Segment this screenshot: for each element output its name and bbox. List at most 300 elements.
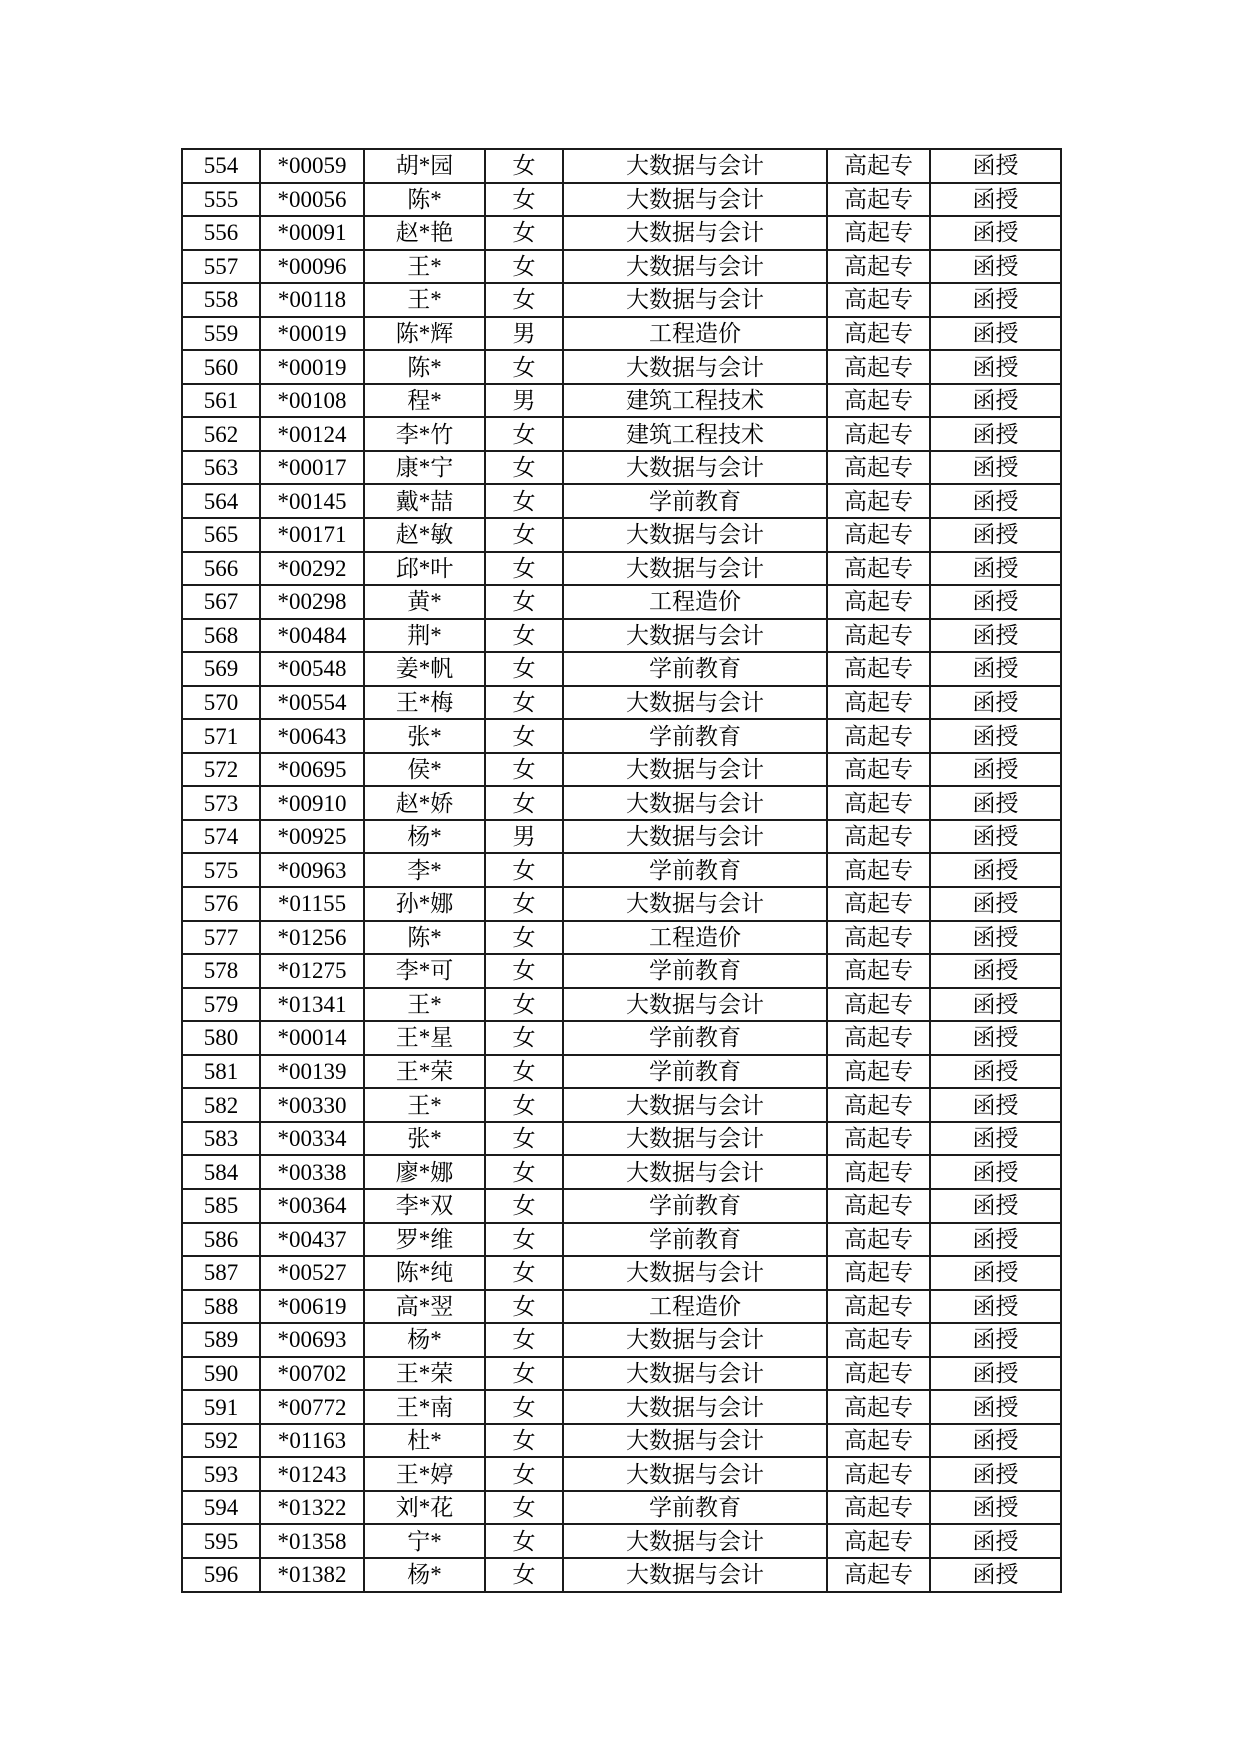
cell-row_number: 560 bbox=[182, 350, 260, 384]
cell-study_form: 函授 bbox=[930, 552, 1061, 586]
cell-major: 大数据与会计 bbox=[563, 1357, 827, 1391]
cell-row_number: 581 bbox=[182, 1055, 260, 1089]
cell-level: 高起专 bbox=[827, 384, 930, 418]
table-row bbox=[182, 1524, 1061, 1558]
cell-gender: 女 bbox=[485, 853, 563, 887]
cell-major: 大数据与会计 bbox=[563, 149, 827, 183]
cell-level: 高起专 bbox=[827, 417, 930, 451]
cell-name: 王* bbox=[364, 283, 485, 317]
table-row bbox=[182, 216, 1061, 250]
cell-candidate_id: *00124 bbox=[260, 417, 364, 451]
cell-major: 大数据与会计 bbox=[563, 1390, 827, 1424]
cell-study_form: 函授 bbox=[930, 384, 1061, 418]
cell-major: 学前教育 bbox=[563, 1223, 827, 1257]
cell-name: 邱*叶 bbox=[364, 552, 485, 586]
table-row bbox=[182, 1424, 1061, 1458]
table-row bbox=[182, 1122, 1061, 1156]
cell-row_number: 563 bbox=[182, 451, 260, 485]
cell-row_number: 568 bbox=[182, 619, 260, 653]
cell-level: 高起专 bbox=[827, 1491, 930, 1525]
cell-study_form: 函授 bbox=[930, 417, 1061, 451]
cell-name: 杨* bbox=[364, 1558, 485, 1592]
table-row bbox=[182, 1558, 1061, 1592]
cell-level: 高起专 bbox=[827, 484, 930, 518]
cell-major: 大数据与会计 bbox=[563, 1424, 827, 1458]
cell-study_form: 函授 bbox=[930, 820, 1061, 854]
cell-row_number: 571 bbox=[182, 719, 260, 753]
cell-name: 胡*园 bbox=[364, 149, 485, 183]
cell-row_number: 577 bbox=[182, 921, 260, 955]
cell-row_number: 580 bbox=[182, 1021, 260, 1055]
cell-study_form: 函授 bbox=[930, 1357, 1061, 1391]
cell-major: 学前教育 bbox=[563, 1189, 827, 1223]
cell-row_number: 574 bbox=[182, 820, 260, 854]
cell-level: 高起专 bbox=[827, 317, 930, 351]
cell-major: 建筑工程技术 bbox=[563, 384, 827, 418]
cell-study_form: 函授 bbox=[930, 317, 1061, 351]
cell-study_form: 函授 bbox=[930, 1055, 1061, 1089]
cell-level: 高起专 bbox=[827, 786, 930, 820]
cell-major: 大数据与会计 bbox=[563, 1457, 827, 1491]
table-row bbox=[182, 1457, 1061, 1491]
cell-row_number: 556 bbox=[182, 216, 260, 250]
cell-level: 高起专 bbox=[827, 250, 930, 284]
cell-name: 宁* bbox=[364, 1524, 485, 1558]
cell-major: 大数据与会计 bbox=[563, 820, 827, 854]
cell-row_number: 589 bbox=[182, 1323, 260, 1357]
cell-name: 李*双 bbox=[364, 1189, 485, 1223]
cell-gender: 女 bbox=[485, 350, 563, 384]
table-row bbox=[182, 1290, 1061, 1324]
cell-gender: 女 bbox=[485, 149, 563, 183]
cell-candidate_id: *00484 bbox=[260, 619, 364, 653]
cell-candidate_id: *00527 bbox=[260, 1256, 364, 1290]
cell-study_form: 函授 bbox=[930, 283, 1061, 317]
cell-gender: 女 bbox=[485, 954, 563, 988]
cell-major: 大数据与会计 bbox=[563, 1256, 827, 1290]
cell-major: 大数据与会计 bbox=[563, 552, 827, 586]
cell-row_number: 586 bbox=[182, 1223, 260, 1257]
table-row bbox=[182, 887, 1061, 921]
cell-level: 高起专 bbox=[827, 1189, 930, 1223]
cell-candidate_id: *00145 bbox=[260, 484, 364, 518]
cell-row_number: 554 bbox=[182, 149, 260, 183]
cell-gender: 女 bbox=[485, 1122, 563, 1156]
cell-row_number: 587 bbox=[182, 1256, 260, 1290]
table-row bbox=[182, 384, 1061, 418]
cell-major: 学前教育 bbox=[563, 719, 827, 753]
table-body bbox=[182, 149, 1061, 1592]
cell-row_number: 575 bbox=[182, 853, 260, 887]
cell-study_form: 函授 bbox=[930, 887, 1061, 921]
cell-gender: 女 bbox=[485, 216, 563, 250]
cell-study_form: 函授 bbox=[930, 250, 1061, 284]
table-row bbox=[182, 1491, 1061, 1525]
cell-candidate_id: *00772 bbox=[260, 1390, 364, 1424]
cell-level: 高起专 bbox=[827, 552, 930, 586]
cell-level: 高起专 bbox=[827, 652, 930, 686]
cell-row_number: 569 bbox=[182, 652, 260, 686]
cell-major: 大数据与会计 bbox=[563, 686, 827, 720]
cell-row_number: 585 bbox=[182, 1189, 260, 1223]
cell-name: 赵*艳 bbox=[364, 216, 485, 250]
cell-gender: 女 bbox=[485, 552, 563, 586]
cell-level: 高起专 bbox=[827, 820, 930, 854]
cell-gender: 女 bbox=[485, 1457, 563, 1491]
cell-candidate_id: *00059 bbox=[260, 149, 364, 183]
cell-name: 陈* bbox=[364, 350, 485, 384]
cell-major: 大数据与会计 bbox=[563, 1323, 827, 1357]
cell-row_number: 567 bbox=[182, 585, 260, 619]
cell-name: 陈* bbox=[364, 183, 485, 217]
cell-name: 荆* bbox=[364, 619, 485, 653]
table-row bbox=[182, 1155, 1061, 1189]
cell-row_number: 590 bbox=[182, 1357, 260, 1391]
table-row bbox=[182, 317, 1061, 351]
cell-major: 大数据与会计 bbox=[563, 350, 827, 384]
cell-gender: 女 bbox=[485, 1491, 563, 1525]
cell-study_form: 函授 bbox=[930, 1223, 1061, 1257]
cell-major: 大数据与会计 bbox=[563, 619, 827, 653]
cell-row_number: 583 bbox=[182, 1122, 260, 1156]
cell-gender: 女 bbox=[485, 484, 563, 518]
cell-level: 高起专 bbox=[827, 853, 930, 887]
cell-name: 康*宁 bbox=[364, 451, 485, 485]
table-row bbox=[182, 1256, 1061, 1290]
cell-level: 高起专 bbox=[827, 719, 930, 753]
cell-major: 大数据与会计 bbox=[563, 250, 827, 284]
cell-row_number: 578 bbox=[182, 954, 260, 988]
cell-study_form: 函授 bbox=[930, 1491, 1061, 1525]
cell-gender: 女 bbox=[485, 183, 563, 217]
cell-level: 高起专 bbox=[827, 753, 930, 787]
cell-name: 李*可 bbox=[364, 954, 485, 988]
cell-major: 大数据与会计 bbox=[563, 183, 827, 217]
cell-major: 工程造价 bbox=[563, 317, 827, 351]
cell-name: 陈*纯 bbox=[364, 1256, 485, 1290]
cell-row_number: 594 bbox=[182, 1491, 260, 1525]
cell-level: 高起专 bbox=[827, 954, 930, 988]
cell-gender: 男 bbox=[485, 820, 563, 854]
cell-level: 高起专 bbox=[827, 1390, 930, 1424]
cell-name: 杨* bbox=[364, 820, 485, 854]
cell-level: 高起专 bbox=[827, 149, 930, 183]
cell-major: 学前教育 bbox=[563, 484, 827, 518]
cell-name: 王*婷 bbox=[364, 1457, 485, 1491]
cell-gender: 女 bbox=[485, 686, 563, 720]
cell-name: 陈* bbox=[364, 921, 485, 955]
cell-name: 姜*帆 bbox=[364, 652, 485, 686]
cell-gender: 女 bbox=[485, 619, 563, 653]
cell-candidate_id: *00437 bbox=[260, 1223, 364, 1257]
cell-candidate_id: *00702 bbox=[260, 1357, 364, 1391]
cell-level: 高起专 bbox=[827, 1155, 930, 1189]
cell-gender: 女 bbox=[485, 518, 563, 552]
cell-level: 高起专 bbox=[827, 350, 930, 384]
cell-study_form: 函授 bbox=[930, 183, 1061, 217]
cell-candidate_id: *00298 bbox=[260, 585, 364, 619]
cell-name: 罗*维 bbox=[364, 1223, 485, 1257]
table-row bbox=[182, 250, 1061, 284]
table-row bbox=[182, 954, 1061, 988]
cell-name: 戴*喆 bbox=[364, 484, 485, 518]
cell-major: 学前教育 bbox=[563, 1055, 827, 1089]
cell-level: 高起专 bbox=[827, 1424, 930, 1458]
cell-major: 学前教育 bbox=[563, 954, 827, 988]
cell-candidate_id: *01243 bbox=[260, 1457, 364, 1491]
cell-candidate_id: *00338 bbox=[260, 1155, 364, 1189]
table-row bbox=[182, 652, 1061, 686]
cell-study_form: 函授 bbox=[930, 1155, 1061, 1189]
cell-candidate_id: *01275 bbox=[260, 954, 364, 988]
cell-row_number: 565 bbox=[182, 518, 260, 552]
table-row bbox=[182, 484, 1061, 518]
cell-level: 高起专 bbox=[827, 518, 930, 552]
table-row bbox=[182, 350, 1061, 384]
cell-row_number: 576 bbox=[182, 887, 260, 921]
cell-candidate_id: *01382 bbox=[260, 1558, 364, 1592]
cell-candidate_id: *01256 bbox=[260, 921, 364, 955]
cell-candidate_id: *00925 bbox=[260, 820, 364, 854]
cell-candidate_id: *00019 bbox=[260, 350, 364, 384]
cell-candidate_id: *00108 bbox=[260, 384, 364, 418]
cell-name: 杜* bbox=[364, 1424, 485, 1458]
cell-candidate_id: *00292 bbox=[260, 552, 364, 586]
table-row bbox=[182, 853, 1061, 887]
cell-level: 高起专 bbox=[827, 1055, 930, 1089]
cell-major: 学前教育 bbox=[563, 652, 827, 686]
cell-gender: 女 bbox=[485, 1021, 563, 1055]
table-row bbox=[182, 552, 1061, 586]
cell-gender: 女 bbox=[485, 585, 563, 619]
cell-candidate_id: *01358 bbox=[260, 1524, 364, 1558]
cell-major: 大数据与会计 bbox=[563, 518, 827, 552]
cell-study_form: 函授 bbox=[930, 451, 1061, 485]
cell-gender: 女 bbox=[485, 250, 563, 284]
cell-level: 高起专 bbox=[827, 1323, 930, 1357]
cell-major: 大数据与会计 bbox=[563, 451, 827, 485]
cell-level: 高起专 bbox=[827, 451, 930, 485]
cell-row_number: 555 bbox=[182, 183, 260, 217]
table-row bbox=[182, 283, 1061, 317]
table-row bbox=[182, 518, 1061, 552]
cell-name: 王* bbox=[364, 1088, 485, 1122]
cell-gender: 女 bbox=[485, 451, 563, 485]
cell-gender: 女 bbox=[485, 1290, 563, 1324]
cell-major: 大数据与会计 bbox=[563, 1155, 827, 1189]
table-row bbox=[182, 988, 1061, 1022]
cell-major: 工程造价 bbox=[563, 585, 827, 619]
cell-major: 大数据与会计 bbox=[563, 1088, 827, 1122]
cell-candidate_id: *00017 bbox=[260, 451, 364, 485]
table-row bbox=[182, 921, 1061, 955]
table-row bbox=[182, 149, 1061, 183]
cell-candidate_id: *00118 bbox=[260, 283, 364, 317]
cell-study_form: 函授 bbox=[930, 853, 1061, 887]
cell-study_form: 函授 bbox=[930, 585, 1061, 619]
cell-gender: 女 bbox=[485, 1558, 563, 1592]
cell-study_form: 函授 bbox=[930, 954, 1061, 988]
table-row bbox=[182, 1189, 1061, 1223]
cell-major: 学前教育 bbox=[563, 1021, 827, 1055]
cell-gender: 女 bbox=[485, 417, 563, 451]
cell-gender: 女 bbox=[485, 1223, 563, 1257]
cell-major: 大数据与会计 bbox=[563, 887, 827, 921]
cell-major: 建筑工程技术 bbox=[563, 417, 827, 451]
cell-row_number: 561 bbox=[182, 384, 260, 418]
cell-candidate_id: *01163 bbox=[260, 1424, 364, 1458]
cell-major: 大数据与会计 bbox=[563, 283, 827, 317]
cell-level: 高起专 bbox=[827, 1357, 930, 1391]
cell-major: 大数据与会计 bbox=[563, 1122, 827, 1156]
cell-row_number: 558 bbox=[182, 283, 260, 317]
cell-row_number: 562 bbox=[182, 417, 260, 451]
cell-level: 高起专 bbox=[827, 921, 930, 955]
cell-candidate_id: *00330 bbox=[260, 1088, 364, 1122]
cell-name: 张* bbox=[364, 719, 485, 753]
cell-name: 侯* bbox=[364, 753, 485, 787]
table-row bbox=[182, 619, 1061, 653]
cell-gender: 女 bbox=[485, 719, 563, 753]
cell-candidate_id: *00548 bbox=[260, 652, 364, 686]
cell-gender: 男 bbox=[485, 317, 563, 351]
cell-name: 王* bbox=[364, 250, 485, 284]
cell-candidate_id: *00139 bbox=[260, 1055, 364, 1089]
cell-row_number: 593 bbox=[182, 1457, 260, 1491]
cell-candidate_id: *01322 bbox=[260, 1491, 364, 1525]
cell-level: 高起专 bbox=[827, 585, 930, 619]
table-row bbox=[182, 585, 1061, 619]
cell-level: 高起专 bbox=[827, 283, 930, 317]
cell-major: 大数据与会计 bbox=[563, 1558, 827, 1592]
cell-row_number: 559 bbox=[182, 317, 260, 351]
cell-major: 大数据与会计 bbox=[563, 1524, 827, 1558]
cell-study_form: 函授 bbox=[930, 719, 1061, 753]
cell-candidate_id: *00014 bbox=[260, 1021, 364, 1055]
cell-level: 高起专 bbox=[827, 1457, 930, 1491]
cell-level: 高起专 bbox=[827, 619, 930, 653]
cell-row_number: 591 bbox=[182, 1390, 260, 1424]
table-row bbox=[182, 183, 1061, 217]
cell-study_form: 函授 bbox=[930, 786, 1061, 820]
cell-study_form: 函授 bbox=[930, 1290, 1061, 1324]
cell-level: 高起专 bbox=[827, 1256, 930, 1290]
cell-major: 大数据与会计 bbox=[563, 753, 827, 787]
cell-level: 高起专 bbox=[827, 1524, 930, 1558]
cell-study_form: 函授 bbox=[930, 753, 1061, 787]
cell-study_form: 函授 bbox=[930, 619, 1061, 653]
cell-gender: 女 bbox=[485, 753, 563, 787]
cell-candidate_id: *00334 bbox=[260, 1122, 364, 1156]
enrollment-list-table bbox=[181, 148, 1062, 1593]
cell-name: 刘*花 bbox=[364, 1491, 485, 1525]
cell-gender: 女 bbox=[485, 1357, 563, 1391]
cell-name: 程* bbox=[364, 384, 485, 418]
cell-major: 大数据与会计 bbox=[563, 216, 827, 250]
cell-candidate_id: *00091 bbox=[260, 216, 364, 250]
cell-gender: 女 bbox=[485, 887, 563, 921]
table-row bbox=[182, 1088, 1061, 1122]
cell-level: 高起专 bbox=[827, 183, 930, 217]
cell-level: 高起专 bbox=[827, 887, 930, 921]
cell-study_form: 函授 bbox=[930, 149, 1061, 183]
cell-name: 赵*敏 bbox=[364, 518, 485, 552]
cell-name: 李*竹 bbox=[364, 417, 485, 451]
table-row bbox=[182, 1021, 1061, 1055]
cell-gender: 女 bbox=[485, 652, 563, 686]
cell-name: 廖*娜 bbox=[364, 1155, 485, 1189]
cell-name: 王* bbox=[364, 988, 485, 1022]
cell-candidate_id: *00019 bbox=[260, 317, 364, 351]
cell-study_form: 函授 bbox=[930, 1390, 1061, 1424]
cell-candidate_id: *00364 bbox=[260, 1189, 364, 1223]
cell-name: 王*荣 bbox=[364, 1357, 485, 1391]
cell-row_number: 592 bbox=[182, 1424, 260, 1458]
cell-candidate_id: *00695 bbox=[260, 753, 364, 787]
cell-name: 王*南 bbox=[364, 1390, 485, 1424]
cell-study_form: 函授 bbox=[930, 1558, 1061, 1592]
cell-gender: 女 bbox=[485, 1055, 563, 1089]
table-row bbox=[182, 1390, 1061, 1424]
cell-study_form: 函授 bbox=[930, 988, 1061, 1022]
cell-row_number: 595 bbox=[182, 1524, 260, 1558]
cell-candidate_id: *00554 bbox=[260, 686, 364, 720]
cell-study_form: 函授 bbox=[930, 921, 1061, 955]
cell-study_form: 函授 bbox=[930, 350, 1061, 384]
cell-row_number: 582 bbox=[182, 1088, 260, 1122]
cell-row_number: 564 bbox=[182, 484, 260, 518]
cell-row_number: 557 bbox=[182, 250, 260, 284]
cell-candidate_id: *01155 bbox=[260, 887, 364, 921]
cell-level: 高起专 bbox=[827, 1223, 930, 1257]
cell-row_number: 573 bbox=[182, 786, 260, 820]
table-row bbox=[182, 417, 1061, 451]
cell-name: 王*星 bbox=[364, 1021, 485, 1055]
table-row bbox=[182, 786, 1061, 820]
cell-row_number: 566 bbox=[182, 552, 260, 586]
cell-row_number: 596 bbox=[182, 1558, 260, 1592]
cell-level: 高起专 bbox=[827, 1558, 930, 1592]
cell-candidate_id: *00619 bbox=[260, 1290, 364, 1324]
cell-row_number: 570 bbox=[182, 686, 260, 720]
cell-major: 工程造价 bbox=[563, 1290, 827, 1324]
cell-name: 李* bbox=[364, 853, 485, 887]
cell-candidate_id: *00910 bbox=[260, 786, 364, 820]
cell-level: 高起专 bbox=[827, 1021, 930, 1055]
cell-row_number: 572 bbox=[182, 753, 260, 787]
cell-study_form: 函授 bbox=[930, 652, 1061, 686]
cell-name: 张* bbox=[364, 1122, 485, 1156]
cell-candidate_id: *00963 bbox=[260, 853, 364, 887]
cell-gender: 女 bbox=[485, 921, 563, 955]
cell-gender: 女 bbox=[485, 786, 563, 820]
cell-name: 黄* bbox=[364, 585, 485, 619]
cell-study_form: 函授 bbox=[930, 518, 1061, 552]
cell-level: 高起专 bbox=[827, 988, 930, 1022]
cell-major: 大数据与会计 bbox=[563, 988, 827, 1022]
cell-candidate_id: *00643 bbox=[260, 719, 364, 753]
cell-study_form: 函授 bbox=[930, 1122, 1061, 1156]
cell-study_form: 函授 bbox=[930, 1088, 1061, 1122]
cell-gender: 女 bbox=[485, 1155, 563, 1189]
table-row bbox=[182, 1357, 1061, 1391]
cell-gender: 女 bbox=[485, 1256, 563, 1290]
cell-candidate_id: *00693 bbox=[260, 1323, 364, 1357]
cell-study_form: 函授 bbox=[930, 484, 1061, 518]
cell-name: 王*荣 bbox=[364, 1055, 485, 1089]
cell-major: 学前教育 bbox=[563, 1491, 827, 1525]
table-row bbox=[182, 1223, 1061, 1257]
